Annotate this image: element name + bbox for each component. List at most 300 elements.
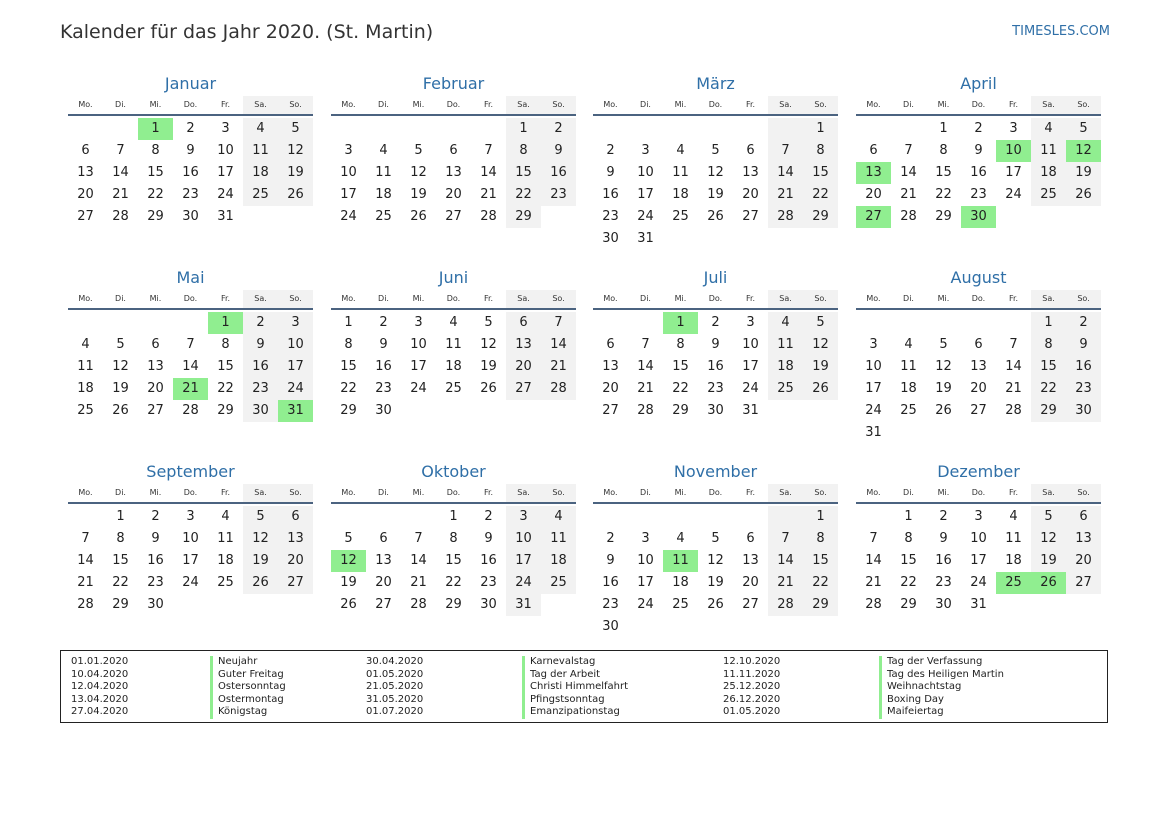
day-cell: 8 bbox=[506, 140, 541, 162]
day-cell: 25 bbox=[541, 572, 576, 594]
day-cell: 21 bbox=[768, 572, 803, 594]
day-cell: 22 bbox=[217, 381, 234, 396]
day-cell: 30 bbox=[935, 597, 952, 612]
empty-cell bbox=[856, 312, 891, 334]
weekday-header bbox=[68, 484, 313, 504]
month-2 bbox=[331, 73, 576, 228]
day-cell: 31 bbox=[217, 209, 234, 224]
day-cell: 23 bbox=[375, 381, 392, 396]
day-cell: 5 bbox=[484, 315, 493, 330]
month-12 bbox=[856, 461, 1101, 616]
day-cell: 30 bbox=[243, 400, 278, 422]
day-cell: 20 bbox=[1066, 550, 1101, 572]
weekday-header bbox=[593, 290, 838, 310]
empty-cell bbox=[138, 312, 173, 334]
day-cell: 13 bbox=[602, 359, 619, 374]
day-cell: 30 bbox=[707, 403, 724, 418]
day-cell: 14 bbox=[768, 550, 803, 572]
weekday-label: Sa. bbox=[243, 96, 278, 114]
day-cell: 15 bbox=[900, 553, 917, 568]
day-cell: 8 bbox=[344, 337, 353, 352]
weekday-header bbox=[331, 96, 576, 116]
day-cell: 11 bbox=[1005, 531, 1022, 546]
day-cell: 16 bbox=[480, 553, 497, 568]
day-cell: 5 bbox=[414, 143, 423, 158]
day-cell: 20 bbox=[77, 187, 94, 202]
day-cell: 24 bbox=[742, 381, 759, 396]
day-cell: 13 bbox=[1066, 528, 1101, 550]
day-cell: 25 bbox=[445, 381, 462, 396]
day-cell: 2 bbox=[484, 509, 493, 524]
day-cell: 3 bbox=[344, 143, 353, 158]
weekday-label: Do. bbox=[708, 488, 723, 497]
day-cell: 21 bbox=[112, 187, 129, 202]
day-cell: 30 bbox=[602, 231, 619, 246]
empty-cell bbox=[698, 506, 733, 528]
holiday-name: Guter Freitag bbox=[210, 669, 286, 682]
day-cell: 2 bbox=[711, 315, 720, 330]
day-cell: 26 bbox=[803, 378, 838, 400]
day-grid bbox=[331, 506, 576, 616]
empty-cell bbox=[366, 506, 401, 528]
month-name: Juni bbox=[438, 268, 469, 287]
weekday-label: So. bbox=[1066, 290, 1101, 308]
weekday-label: Fr. bbox=[745, 100, 756, 109]
day-cell: 17 bbox=[278, 356, 313, 378]
holiday-date: 25.12.2020 bbox=[723, 681, 781, 693]
day-cell: 17 bbox=[217, 165, 234, 180]
empty-cell bbox=[733, 506, 768, 528]
empty-cell bbox=[68, 312, 103, 334]
day-cell: 21 bbox=[480, 187, 497, 202]
day-cell: 6 bbox=[606, 337, 615, 352]
day-cell: 7 bbox=[541, 312, 576, 334]
holiday-day-cell: 12 bbox=[1066, 140, 1101, 162]
day-cell: 11 bbox=[445, 337, 462, 352]
day-cell: 3 bbox=[746, 315, 755, 330]
weekday-label: Mo. bbox=[341, 294, 356, 303]
day-cell: 26 bbox=[707, 209, 724, 224]
day-cell: 9 bbox=[606, 165, 615, 180]
day-cell: 3 bbox=[278, 312, 313, 334]
weekday-label: Sa. bbox=[1031, 484, 1066, 502]
weekday-label: Mo. bbox=[78, 488, 93, 497]
month-5 bbox=[68, 267, 313, 422]
day-cell: 20 bbox=[506, 356, 541, 378]
month-name: September bbox=[146, 462, 235, 481]
day-cell: 4 bbox=[379, 143, 388, 158]
weekday-label: Mo. bbox=[866, 100, 881, 109]
holiday-day-cell: 30 bbox=[961, 206, 996, 228]
day-cell: 16 bbox=[1066, 356, 1101, 378]
weekday-header bbox=[856, 290, 1101, 310]
day-cell: 10 bbox=[410, 337, 427, 352]
day-cell: 29 bbox=[803, 594, 838, 616]
month-7 bbox=[593, 267, 838, 422]
day-cell: 24 bbox=[865, 403, 882, 418]
day-cell: 8 bbox=[803, 140, 838, 162]
month-8 bbox=[856, 267, 1101, 444]
day-cell: 27 bbox=[445, 209, 462, 224]
day-cell: 4 bbox=[81, 337, 90, 352]
day-cell: 7 bbox=[768, 528, 803, 550]
holiday-date: 11.11.2020 bbox=[723, 668, 781, 680]
site-link[interactable]: TIMESLES.COM bbox=[1012, 24, 1110, 39]
weekday-label: Sa. bbox=[506, 484, 541, 502]
month-6 bbox=[331, 267, 576, 422]
day-cell: 2 bbox=[243, 312, 278, 334]
holiday-day-cell: 31 bbox=[278, 400, 313, 422]
day-cell: 27 bbox=[77, 209, 94, 224]
day-cell: 13 bbox=[506, 334, 541, 356]
day-cell: 20 bbox=[742, 187, 759, 202]
weekday-label: Do. bbox=[708, 294, 723, 303]
day-cell: 20 bbox=[147, 381, 164, 396]
weekday-label: Do. bbox=[971, 488, 986, 497]
day-cell: 18 bbox=[1005, 553, 1022, 568]
weekday-header bbox=[68, 290, 313, 310]
day-cell: 4 bbox=[676, 531, 685, 546]
day-cell: 6 bbox=[506, 312, 541, 334]
day-cell: 15 bbox=[506, 162, 541, 184]
empty-cell bbox=[173, 312, 208, 334]
holiday-day-cell: 21 bbox=[173, 378, 208, 400]
day-cell: 15 bbox=[803, 162, 838, 184]
weekday-label: So. bbox=[278, 484, 313, 502]
empty-cell bbox=[996, 312, 1031, 334]
day-cell: 18 bbox=[445, 359, 462, 374]
empty-cell bbox=[401, 118, 436, 140]
day-cell: 27 bbox=[375, 597, 392, 612]
empty-cell bbox=[366, 118, 401, 140]
day-cell: 28 bbox=[112, 209, 129, 224]
day-cell: 7 bbox=[869, 531, 878, 546]
weekday-label: Mo. bbox=[603, 488, 618, 497]
day-cell: 13 bbox=[278, 528, 313, 550]
day-cell: 27 bbox=[602, 403, 619, 418]
day-cell: 19 bbox=[340, 575, 357, 590]
weekday-label: Di. bbox=[903, 100, 914, 109]
day-cell: 13 bbox=[375, 553, 392, 568]
day-cell: 14 bbox=[768, 162, 803, 184]
day-cell: 1 bbox=[904, 509, 913, 524]
day-cell: 19 bbox=[707, 187, 724, 202]
month-name: Dezember bbox=[937, 462, 1020, 481]
day-cell: 29 bbox=[1031, 400, 1066, 422]
holiday-day-cell: 1 bbox=[208, 312, 243, 334]
day-cell: 26 bbox=[935, 403, 952, 418]
day-cell: 18 bbox=[672, 187, 689, 202]
holiday-dates-column bbox=[723, 656, 780, 719]
month-name: Januar bbox=[164, 74, 217, 93]
day-cell: 27 bbox=[970, 403, 987, 418]
day-cell: 19 bbox=[278, 162, 313, 184]
holiday-day-cell: 12 bbox=[331, 550, 366, 572]
day-cell: 24 bbox=[340, 209, 357, 224]
weekday-label: Fr. bbox=[1008, 100, 1019, 109]
day-cell: 9 bbox=[484, 531, 493, 546]
weekday-header bbox=[593, 484, 838, 504]
day-cell: 24 bbox=[637, 597, 654, 612]
day-cell: 30 bbox=[1066, 400, 1101, 422]
holiday-name: Maifeiertag bbox=[879, 706, 1004, 719]
day-cell: 9 bbox=[379, 337, 388, 352]
day-cell: 11 bbox=[541, 528, 576, 550]
day-cell: 24 bbox=[278, 378, 313, 400]
empty-cell bbox=[103, 312, 138, 334]
day-cell: 29 bbox=[217, 403, 234, 418]
weekday-label: Mo. bbox=[78, 294, 93, 303]
month-name: April bbox=[960, 74, 997, 93]
empty-cell bbox=[891, 312, 926, 334]
day-cell: 23 bbox=[935, 575, 952, 590]
month-11 bbox=[593, 461, 838, 638]
day-cell: 2 bbox=[939, 509, 948, 524]
day-cell: 3 bbox=[869, 337, 878, 352]
day-cell: 5 bbox=[278, 118, 313, 140]
day-cell: 16 bbox=[970, 165, 987, 180]
weekday-label: Fr. bbox=[745, 488, 756, 497]
holiday-day-cell: 1 bbox=[663, 312, 698, 334]
day-cell: 11 bbox=[672, 165, 689, 180]
day-cell: 13 bbox=[742, 553, 759, 568]
day-cell: 7 bbox=[904, 143, 913, 158]
day-cell: 28 bbox=[182, 403, 199, 418]
holiday-name: Neujahr bbox=[210, 656, 286, 669]
day-cell: 9 bbox=[1066, 334, 1101, 356]
day-cell: 5 bbox=[939, 337, 948, 352]
weekday-label: So. bbox=[803, 96, 838, 114]
holiday-day-cell: 11 bbox=[663, 550, 698, 572]
weekday-header bbox=[331, 290, 576, 310]
day-cell: 19 bbox=[480, 359, 497, 374]
day-cell: 6 bbox=[974, 337, 983, 352]
holiday-date: 12.10.2020 bbox=[723, 656, 781, 667]
day-cell: 19 bbox=[1031, 550, 1066, 572]
empty-cell bbox=[856, 118, 891, 140]
day-cell: 11 bbox=[768, 334, 803, 356]
day-cell: 28 bbox=[637, 403, 654, 418]
holiday-day-cell: 1 bbox=[138, 118, 173, 140]
day-cell: 19 bbox=[1066, 162, 1101, 184]
weekday-label: Di. bbox=[115, 100, 126, 109]
day-cell: 17 bbox=[742, 359, 759, 374]
day-grid bbox=[856, 118, 1101, 228]
day-cell: 14 bbox=[112, 165, 129, 180]
weekday-label: Mi. bbox=[674, 488, 687, 497]
day-cell: 15 bbox=[672, 359, 689, 374]
weekday-label: Mo. bbox=[341, 100, 356, 109]
weekday-label: Mi. bbox=[412, 488, 425, 497]
day-cell: 21 bbox=[410, 575, 427, 590]
day-cell: 3 bbox=[641, 143, 650, 158]
day-cell: 29 bbox=[147, 209, 164, 224]
day-cell: 4 bbox=[243, 118, 278, 140]
weekday-label: Do. bbox=[971, 100, 986, 109]
day-cell: 9 bbox=[186, 143, 195, 158]
weekday-label: Mi. bbox=[149, 488, 162, 497]
day-grid bbox=[856, 312, 1101, 444]
day-cell: 31 bbox=[506, 594, 541, 616]
weekday-label: Mi. bbox=[412, 294, 425, 303]
day-cell: 20 bbox=[375, 575, 392, 590]
day-cell: 13 bbox=[970, 359, 987, 374]
empty-cell bbox=[663, 118, 698, 140]
holiday-date: 21.05.2020 bbox=[366, 681, 424, 693]
day-cell: 5 bbox=[711, 531, 720, 546]
day-cell: 21 bbox=[637, 381, 654, 396]
day-cell: 16 bbox=[935, 553, 952, 568]
day-cell: 12 bbox=[480, 337, 497, 352]
weekday-label: Fr. bbox=[483, 294, 494, 303]
day-cell: 24 bbox=[182, 575, 199, 590]
weekday-label: Sa. bbox=[1031, 96, 1066, 114]
day-cell: 11 bbox=[1031, 140, 1066, 162]
day-cell: 10 bbox=[970, 531, 987, 546]
day-cell: 14 bbox=[77, 553, 94, 568]
month-name: Oktober bbox=[421, 462, 486, 481]
day-cell: 1 bbox=[344, 315, 353, 330]
weekday-label: Fr. bbox=[483, 100, 494, 109]
day-grid bbox=[68, 118, 313, 228]
holiday-name: Ostersonntag bbox=[210, 681, 286, 694]
day-cell: 14 bbox=[410, 553, 427, 568]
month-name: August bbox=[950, 268, 1007, 287]
day-cell: 29 bbox=[900, 597, 917, 612]
weekday-label: So. bbox=[541, 96, 576, 114]
day-cell: 20 bbox=[445, 187, 462, 202]
weekday-label: Mi. bbox=[149, 100, 162, 109]
day-cell: 5 bbox=[243, 506, 278, 528]
day-cell: 4 bbox=[541, 506, 576, 528]
holiday-date: 01.01.2020 bbox=[71, 656, 129, 667]
day-cell: 12 bbox=[243, 528, 278, 550]
day-cell: 14 bbox=[865, 553, 882, 568]
day-cell: 30 bbox=[147, 597, 164, 612]
day-cell: 22 bbox=[445, 575, 462, 590]
day-cell: 24 bbox=[970, 575, 987, 590]
empty-cell bbox=[331, 506, 366, 528]
day-cell: 19 bbox=[410, 187, 427, 202]
day-cell: 6 bbox=[746, 143, 755, 158]
holiday-names-column bbox=[210, 656, 286, 719]
empty-cell bbox=[68, 118, 103, 140]
day-cell: 15 bbox=[935, 165, 952, 180]
day-cell: 3 bbox=[186, 509, 195, 524]
day-cell: 16 bbox=[707, 359, 724, 374]
weekday-label: Mo. bbox=[603, 100, 618, 109]
weekday-label: Do. bbox=[183, 488, 198, 497]
day-cell: 8 bbox=[1031, 334, 1066, 356]
empty-cell bbox=[768, 506, 803, 528]
day-cell: 23 bbox=[707, 381, 724, 396]
day-cell: 16 bbox=[182, 165, 199, 180]
day-cell: 23 bbox=[602, 597, 619, 612]
day-cell: 7 bbox=[1009, 337, 1018, 352]
day-cell: 15 bbox=[147, 165, 164, 180]
day-cell: 2 bbox=[379, 315, 388, 330]
day-cell: 18 bbox=[768, 356, 803, 378]
weekday-label: Mo. bbox=[603, 294, 618, 303]
day-cell: 11 bbox=[77, 359, 94, 374]
month-name: Februar bbox=[422, 74, 485, 93]
day-grid bbox=[331, 312, 576, 422]
day-cell: 12 bbox=[935, 359, 952, 374]
weekday-label: Di. bbox=[640, 294, 651, 303]
day-cell: 21 bbox=[77, 575, 94, 590]
day-cell: 16 bbox=[147, 553, 164, 568]
weekday-label: Mo. bbox=[866, 488, 881, 497]
day-cell: 30 bbox=[182, 209, 199, 224]
day-cell: 20 bbox=[970, 381, 987, 396]
empty-cell bbox=[401, 506, 436, 528]
day-cell: 27 bbox=[1066, 572, 1101, 594]
day-cell: 31 bbox=[865, 425, 882, 440]
day-cell: 28 bbox=[1005, 403, 1022, 418]
day-cell: 9 bbox=[541, 140, 576, 162]
day-cell: 21 bbox=[768, 184, 803, 206]
weekday-label: Di. bbox=[378, 488, 389, 497]
holiday-list bbox=[60, 650, 1108, 723]
day-cell: 25 bbox=[217, 575, 234, 590]
day-cell: 7 bbox=[81, 531, 90, 546]
day-cell: 17 bbox=[637, 575, 654, 590]
day-cell: 3 bbox=[221, 121, 230, 136]
day-cell: 23 bbox=[243, 378, 278, 400]
day-cell: 12 bbox=[707, 165, 724, 180]
day-cell: 11 bbox=[217, 531, 234, 546]
day-cell: 5 bbox=[803, 312, 838, 334]
holiday-date: 10.04.2020 bbox=[71, 668, 129, 680]
empty-cell bbox=[768, 118, 803, 140]
day-cell: 18 bbox=[1031, 162, 1066, 184]
day-cell: 16 bbox=[602, 187, 619, 202]
day-grid bbox=[593, 506, 838, 638]
day-cell: 8 bbox=[803, 528, 838, 550]
weekday-label: So. bbox=[541, 484, 576, 502]
holiday-dates-column bbox=[366, 656, 423, 719]
day-cell: 5 bbox=[116, 337, 125, 352]
month-name: März bbox=[696, 74, 735, 93]
day-cell: 17 bbox=[637, 187, 654, 202]
day-cell: 30 bbox=[375, 403, 392, 418]
day-cell: 20 bbox=[742, 575, 759, 590]
day-grid bbox=[856, 506, 1101, 616]
day-cell: 5 bbox=[1031, 506, 1066, 528]
day-cell: 8 bbox=[221, 337, 230, 352]
day-cell: 5 bbox=[1066, 118, 1101, 140]
day-cell: 1 bbox=[803, 118, 838, 140]
day-cell: 7 bbox=[186, 337, 195, 352]
weekday-label: Mi. bbox=[937, 294, 950, 303]
day-cell: 9 bbox=[243, 334, 278, 356]
day-cell: 4 bbox=[1031, 118, 1066, 140]
weekday-label: Do. bbox=[971, 294, 986, 303]
day-cell: 22 bbox=[672, 381, 689, 396]
weekday-label: Do. bbox=[183, 294, 198, 303]
empty-cell bbox=[891, 118, 926, 140]
day-cell: 18 bbox=[243, 162, 278, 184]
holiday-name: Christi Himmelfahrt bbox=[522, 681, 628, 694]
weekday-label: Di. bbox=[115, 294, 126, 303]
day-cell: 24 bbox=[506, 572, 541, 594]
day-cell: 18 bbox=[672, 575, 689, 590]
weekday-label: Mo. bbox=[866, 294, 881, 303]
day-cell: 13 bbox=[445, 165, 462, 180]
weekday-label: Sa. bbox=[506, 290, 541, 308]
page-title: Kalender für das Jahr 2020. (St. Martin) bbox=[60, 21, 434, 43]
weekday-label: Fr. bbox=[745, 294, 756, 303]
